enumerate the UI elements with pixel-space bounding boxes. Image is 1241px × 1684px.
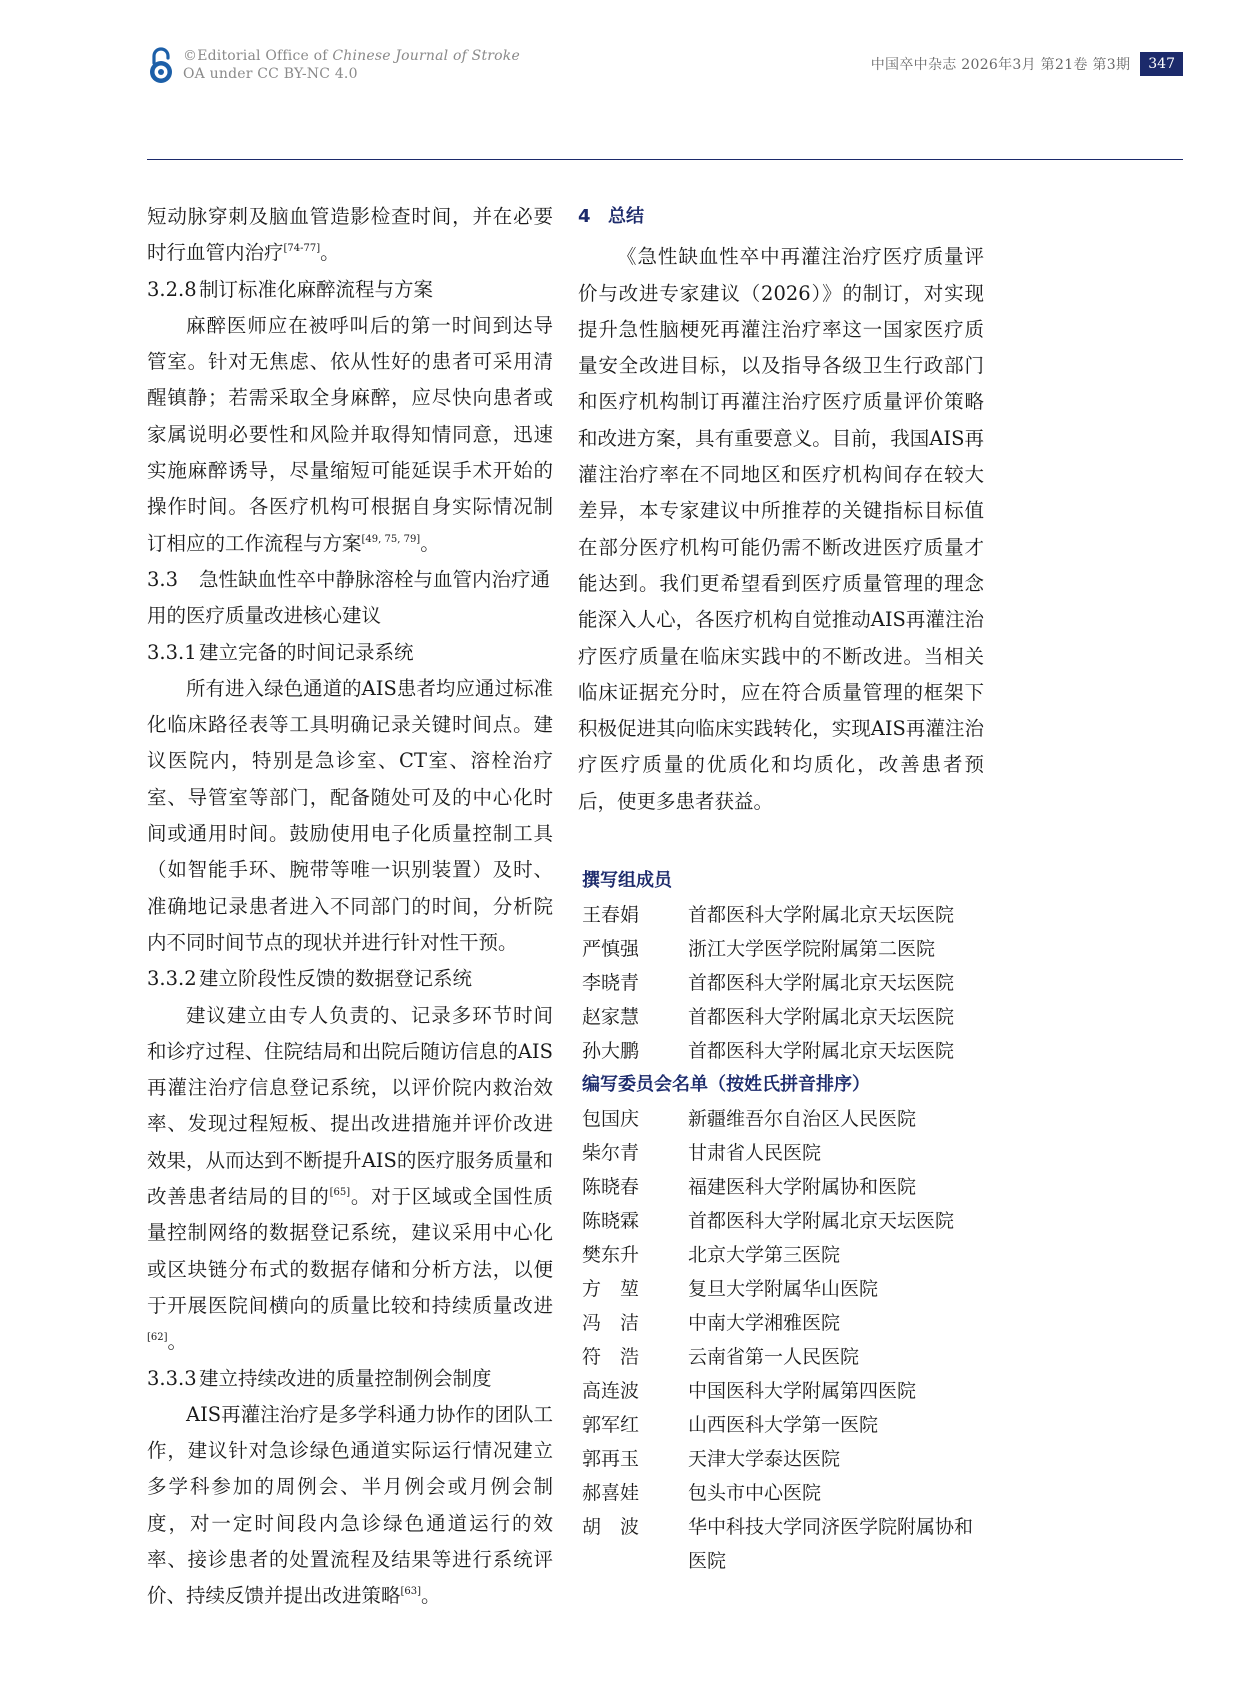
member-row	[582, 1170, 982, 1204]
member-name: 赵家慧	[582, 1006, 640, 1028]
heading-3-3-1: 3.3.1 建立完备的时间记录系统	[147, 640, 414, 664]
member-affiliation: 包头市中心医院	[688, 1482, 822, 1504]
paragraph: 麻醉医师应在被呼叫后的第一时间到达导管室。针对无焦虑、依从性好的患者可采用清醒镇静；若需采取全身麻醉，应尽快向患者或家属说明必要性和风险并取得知情同意，迅速实施麻醉诱导，尽量缩短可能延误手术开始的操作时间。各医疗机构可根据自身实际情况制订相应的工作流程与方案[49, 75, 79]。	[147, 313, 553, 555]
member-name: 高连波	[582, 1380, 640, 1402]
journal-meta	[871, 52, 1183, 76]
member-name: 包国庆	[582, 1108, 640, 1130]
member-affiliation: 云南省第一人民医院	[688, 1346, 860, 1368]
member-name: 郭再玉	[582, 1448, 640, 1470]
right-column	[578, 199, 984, 820]
member-affiliation: 北京大学第三医院	[688, 1244, 841, 1266]
paragraph: AIS再灌注治疗是多学科通力协作的团队工作，建议针对急诊绿色通道实际运行情况建立多学科参加的周例会、半月例会或月例会制度，对一定时间段内急诊绿色通道运行的效率、接诊患者的处置流程及结果等进行系统评价、持续反馈并提出改进策略[63]。	[147, 1402, 553, 1608]
open-access-lock-icon	[147, 46, 175, 84]
journal-name-en: Chinese Journal of Stroke	[332, 48, 520, 64]
member-name: 王春娟	[582, 904, 640, 926]
header-rule	[147, 159, 1183, 160]
member-affiliation: 甘肃省人民医院	[688, 1142, 822, 1164]
member-affiliation: 华中科技大学同济医学院附属协和医院	[688, 1516, 974, 1572]
member-row	[582, 1272, 982, 1306]
member-affiliation: 首都医科大学附属北京天坛医院	[688, 904, 955, 926]
member-row	[582, 966, 982, 1000]
member-row	[582, 1034, 982, 1068]
member-affiliation: 中南大学湘雅医院	[688, 1312, 841, 1334]
member-name: 樊东升	[582, 1244, 640, 1266]
committee-heading: 编写委员会名单（按姓氏拼音排序）	[582, 1074, 870, 1095]
citation[interactable]: [62]	[147, 1332, 168, 1344]
member-affiliation: 浙江大学医学院附属第二医院	[688, 938, 936, 960]
citation[interactable]: [74-77]	[283, 243, 321, 255]
member-name: 陈晓春	[582, 1176, 640, 1198]
page-header	[147, 44, 1183, 84]
member-row	[582, 1476, 982, 1510]
member-name: 方 堃	[582, 1278, 640, 1300]
member-affiliation: 福建医科大学附属协和医院	[688, 1176, 917, 1198]
left-column	[147, 199, 553, 1615]
citation[interactable]: [63]	[400, 1586, 422, 1598]
copyright-notice	[183, 47, 520, 83]
heading-3-3-3: 3.3.3 建立持续改进的质量控制例会制度	[147, 1366, 492, 1390]
member-row	[582, 1408, 982, 1442]
writing-group-list	[582, 864, 982, 1578]
member-affiliation: 复旦大学附属华山医院	[688, 1278, 879, 1300]
member-row	[582, 1374, 982, 1408]
member-row	[582, 1000, 982, 1034]
member-name: 陈晓霖	[582, 1210, 640, 1232]
member-affiliation: 中国医科大学附属第四医院	[688, 1380, 917, 1402]
member-affiliation: 首都医科大学附属北京天坛医院	[688, 972, 955, 994]
member-name: 柴尔青	[582, 1142, 640, 1164]
member-row	[582, 1204, 982, 1238]
member-affiliation: 新疆维吾尔自治区人民医院	[688, 1108, 917, 1130]
citation[interactable]: [49, 75, 79]	[361, 533, 421, 545]
member-name: 孙大鹏	[582, 1040, 640, 1062]
member-name: 冯 洁	[582, 1312, 640, 1334]
member-row	[582, 1510, 982, 1578]
member-row	[582, 1340, 982, 1374]
member-affiliation: 山西医科大学第一医院	[688, 1414, 879, 1436]
license-text: OA under CC BY-NC 4.0	[183, 66, 358, 82]
citation[interactable]: [65]	[329, 1187, 351, 1199]
heading-3-3: 3.3 急性缺血性卒中静脉溶栓与血管内治疗通用的医疗质量改进核心建议	[147, 567, 551, 628]
member-affiliation: 首都医科大学附属北京天坛医院	[688, 1040, 955, 1062]
copyright-prefix: ©Editorial Office of	[183, 48, 333, 64]
member-name: 李晓青	[582, 972, 640, 994]
member-name: 胡 波	[582, 1516, 640, 1538]
member-row	[582, 1136, 982, 1170]
section-heading-summary: 4 总结	[578, 206, 644, 227]
member-name: 符 浩	[582, 1346, 640, 1368]
member-row	[582, 932, 982, 966]
member-name: 郭军红	[582, 1414, 640, 1436]
member-affiliation: 首都医科大学附属北京天坛医院	[688, 1210, 955, 1232]
member-row	[582, 1102, 982, 1136]
heading-3-2-8: 3.2.8 制订标准化麻醉流程与方案	[147, 277, 434, 301]
member-row	[582, 898, 982, 932]
paragraph: 所有进入绿色通道的AIS患者均应通过标准化临床路径表等工具明确记录关键时间点。建议医院内，特别是急诊室、CT室、溶栓治疗室、导管室等部门，配备随处可及的中心化时间或通用时间。鼓励使用电子化质量控制工具（如智能手环、腕带等唯一识别装置）及时、准确地记录患者进入不同部门的时间，分析院内不同时间节点的现状并进行针对性干预。	[147, 676, 553, 954]
member-row	[582, 1306, 982, 1340]
paragraph: 建议建立由专人负责的、记录多环节时间和诊疗过程、住院结局和出院后随访信息的AIS再灌注治疗信息登记系统，以评价院内救治效率、发现过程短板、提出改进措施并评价改进效果，从而达到不断提升AIS的医疗服务质量和改善患者结局的目的[65]。对于区域或全国性质量控制网络的数据登记系统，建议采用中心化或区块链分布式的数据存储和分析方法，以便于开展医院间横向的质量比较和持续质量改进[62]。	[147, 1003, 553, 1354]
member-affiliation: 首都医科大学附属北京天坛医院	[688, 1006, 955, 1028]
paragraph: 短动脉穿刺及脑血管造影检查时间，并在必要时行血管内治疗[74-77]。	[147, 205, 553, 265]
journal-info: 中国卒中杂志 2026年3月 第21卷 第3期	[870, 57, 1131, 73]
heading-3-3-2: 3.3.2 建立阶段性反馈的数据登记系统	[147, 967, 473, 991]
member-row	[582, 1238, 982, 1272]
member-name: 郝喜娃	[582, 1482, 640, 1504]
page-number: 347	[1140, 52, 1183, 76]
member-affiliation: 天津大学泰达医院	[688, 1448, 841, 1470]
member-name: 严慎强	[582, 938, 640, 960]
member-row	[582, 1442, 982, 1476]
summary-paragraph: 《急性缺血性卒中再灌注治疗医疗质量评价与改进专家建议（2026）》的制订，对实现提升急性脑梗死再灌注治疗率这一国家医疗质量安全改进目标，以及指导各级卫生行政部门和医疗机构制订再灌注治疗医疗质量评价策略和改进方案，具有重要意义。目前，我国AIS再灌注治疗率在不同地区和医疗机构间存在较大差异，本专家建议中所推荐的关键指标目标值在部分医疗机构可能仍需不断改进医疗质量才能达到。我们更希望看到医疗质量管理的理念能深入人心，各医疗机构自觉推动AIS再灌注治疗医疗质量在临床实践中的不断改进。当相关临床证据充分时，应在符合质量管理的框架下积极促进其向临床实践转化，实现AIS再灌注治疗医疗质量的优质化和均质化，改善患者预后，使更多患者获益。	[578, 245, 984, 813]
writing-group-heading: 撰写组成员	[582, 870, 672, 891]
